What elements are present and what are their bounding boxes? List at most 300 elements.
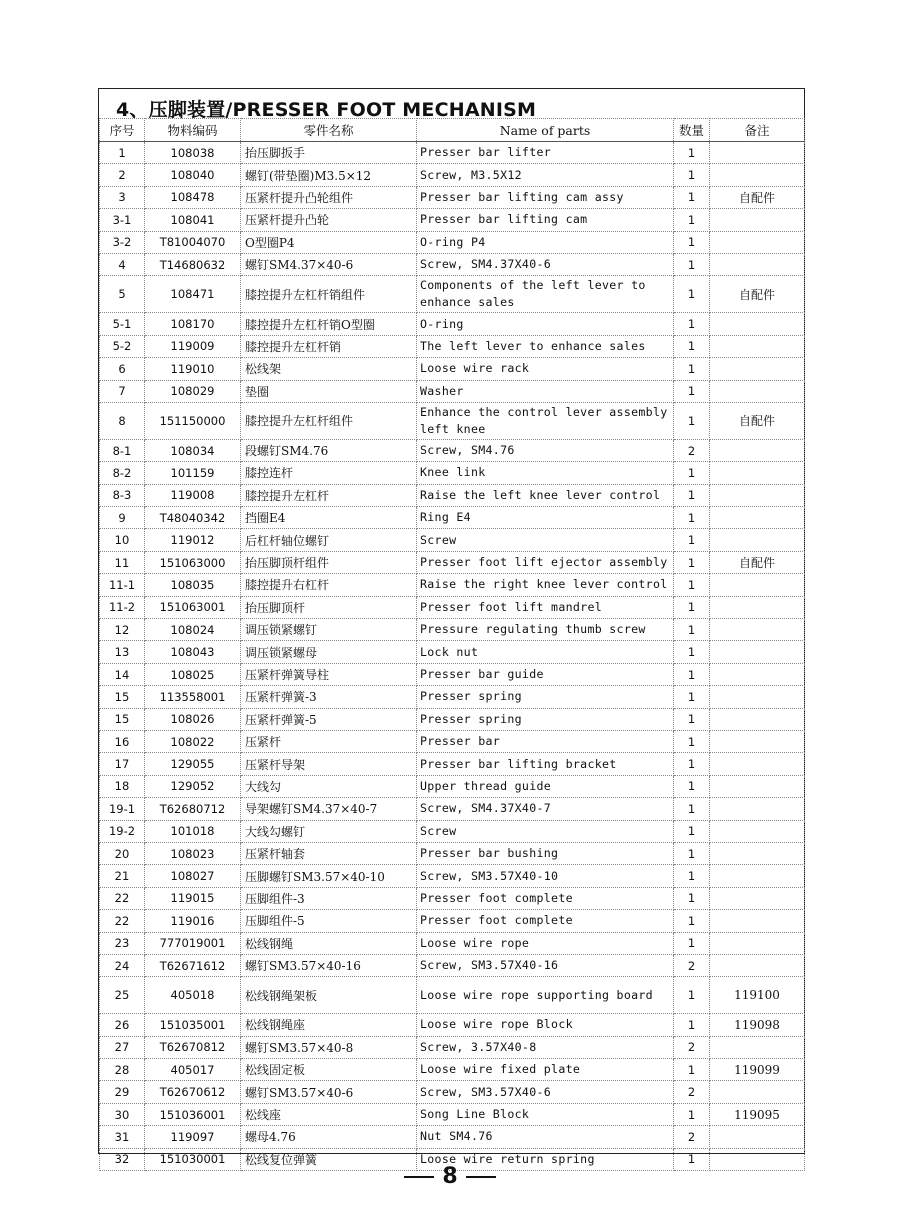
cell-name-en: Presser bar guide — [417, 663, 674, 685]
cell-no: 19-1 — [100, 798, 145, 820]
table-row — [100, 910, 805, 932]
cell-qty: 1 — [674, 462, 710, 484]
cell-code: 108025 — [145, 663, 241, 685]
cell-name-cn: 压紧杆弹簧导柱 — [241, 663, 417, 685]
cell-code: 108023 — [145, 842, 241, 864]
cell-no: 19-2 — [100, 820, 145, 842]
table-row — [100, 313, 805, 335]
header-name-cn: 零件名称 — [241, 119, 417, 142]
cell-name-cn: 大线勾螺钉 — [241, 820, 417, 842]
cell-code: 119016 — [145, 910, 241, 932]
cell-code: 108038 — [145, 142, 241, 164]
cell-name-cn: 松线钢绳架板 — [241, 977, 417, 1014]
cell-code: 108026 — [145, 708, 241, 730]
table-row — [100, 402, 805, 439]
cell-qty: 1 — [674, 798, 710, 820]
header-code: 物料编码 — [145, 119, 241, 142]
cell-no: 30 — [100, 1103, 145, 1125]
table-row — [100, 686, 805, 708]
cell-qty: 1 — [674, 380, 710, 402]
cell-no: 5-2 — [100, 335, 145, 357]
cell-code: 151063001 — [145, 596, 241, 618]
cell-name-en: Screw — [417, 820, 674, 842]
cell-code: 108471 — [145, 276, 241, 313]
cell-qty: 1 — [674, 402, 710, 439]
cell-qty: 2 — [674, 1036, 710, 1058]
table-row — [100, 231, 805, 253]
section-title: 4、压脚装置/PRESSER FOOT MECHANISM — [116, 99, 537, 121]
cell-name-en: Pressure regulating thumb screw — [417, 619, 674, 641]
table-row — [100, 484, 805, 506]
cell-code: 151063000 — [145, 551, 241, 573]
cell-name-cn: 螺母4.76 — [241, 1126, 417, 1148]
cell-no: 8-2 — [100, 462, 145, 484]
cell-name-cn: 膝控提升左杠杆组件 — [241, 402, 417, 439]
cell-note: 119100 — [710, 977, 805, 1014]
cell-note — [710, 708, 805, 730]
cell-note — [710, 798, 805, 820]
cell-code: 108022 — [145, 730, 241, 752]
cell-note — [710, 619, 805, 641]
table-row — [100, 1059, 805, 1081]
cell-name-cn: 抬压脚顶杆组件 — [241, 551, 417, 573]
cell-code: 405018 — [145, 977, 241, 1014]
cell-no: 2 — [100, 164, 145, 186]
cell-name-en: Screw, 3.57X40-8 — [417, 1036, 674, 1058]
cell-name-en: Presser foot complete — [417, 887, 674, 909]
cell-note: 119099 — [710, 1059, 805, 1081]
table-row — [100, 209, 805, 231]
table-row — [100, 619, 805, 641]
table-row — [100, 865, 805, 887]
table-row — [100, 335, 805, 357]
cell-no: 17 — [100, 753, 145, 775]
cell-name-cn: O型圈P4 — [241, 231, 417, 253]
cell-name-en: Loose wire rope supporting board — [417, 977, 674, 1014]
cell-qty: 1 — [674, 865, 710, 887]
table-row — [100, 798, 805, 820]
cell-note — [710, 663, 805, 685]
cell-code: 151035001 — [145, 1014, 241, 1036]
cell-no: 11-2 — [100, 596, 145, 618]
table-row — [100, 708, 805, 730]
cell-name-cn: 压脚组件-3 — [241, 887, 417, 909]
cell-name-cn: 膝控提升左杠杆销O型圈 — [241, 313, 417, 335]
cell-no: 26 — [100, 1014, 145, 1036]
cell-code: 101159 — [145, 462, 241, 484]
cell-no: 16 — [100, 730, 145, 752]
table-row — [100, 253, 805, 275]
cell-note — [710, 1126, 805, 1148]
table-row — [100, 507, 805, 529]
table-row — [100, 380, 805, 402]
cell-qty: 1 — [674, 1014, 710, 1036]
cell-code: 108478 — [145, 186, 241, 208]
table-row — [100, 954, 805, 976]
cell-name-cn: 调压锁紧螺母 — [241, 641, 417, 663]
cell-note — [710, 596, 805, 618]
cell-no: 3 — [100, 186, 145, 208]
cell-note — [710, 462, 805, 484]
cell-note — [710, 358, 805, 380]
cell-note — [710, 574, 805, 596]
cell-code: 151030001 — [145, 1148, 241, 1170]
cell-name-en: Enhance the control lever assembly left knee — [417, 402, 674, 439]
cell-code: 113558001 — [145, 686, 241, 708]
cell-name-en: Loose wire return spring — [417, 1148, 674, 1170]
cell-no: 20 — [100, 842, 145, 864]
cell-name-cn: 压脚组件-5 — [241, 910, 417, 932]
page-number — [0, 1164, 900, 1189]
table-row — [100, 186, 805, 208]
cell-note — [710, 231, 805, 253]
cell-no: 10 — [100, 529, 145, 551]
cell-no: 1 — [100, 142, 145, 164]
cell-name-cn: 膝控提升左杠杆销 — [241, 335, 417, 357]
table-row — [100, 142, 805, 164]
cell-name-cn: 松线座 — [241, 1103, 417, 1125]
cell-name-en: Presser bar lifting cam — [417, 209, 674, 231]
dash-right — [466, 1176, 496, 1178]
cell-name-cn: 抬压脚扳手 — [241, 142, 417, 164]
cell-note — [710, 164, 805, 186]
cell-code: 101018 — [145, 820, 241, 842]
cell-name-en: O-ring — [417, 313, 674, 335]
cell-code: T62680712 — [145, 798, 241, 820]
cell-qty: 2 — [674, 954, 710, 976]
cell-code: T62670612 — [145, 1081, 241, 1103]
cell-code: 108024 — [145, 619, 241, 641]
cell-no: 7 — [100, 380, 145, 402]
cell-code: T14680632 — [145, 253, 241, 275]
cell-qty: 1 — [674, 663, 710, 685]
cell-name-en: Presser bar lifter — [417, 142, 674, 164]
cell-qty: 1 — [674, 641, 710, 663]
cell-name-cn: 松线钢绳 — [241, 932, 417, 954]
cell-name-en: Screw, SM4.37X40-6 — [417, 253, 674, 275]
cell-name-en: Screw, M3.5X12 — [417, 164, 674, 186]
cell-note — [710, 1081, 805, 1103]
cell-code: T62671612 — [145, 954, 241, 976]
cell-code: 119015 — [145, 887, 241, 909]
cell-qty: 1 — [674, 209, 710, 231]
cell-name-en: Presser bar lifting bracket — [417, 753, 674, 775]
cell-code: 108170 — [145, 313, 241, 335]
cell-name-cn: 垫圈 — [241, 380, 417, 402]
cell-qty: 1 — [674, 1148, 710, 1170]
cell-qty: 1 — [674, 887, 710, 909]
cell-no: 18 — [100, 775, 145, 797]
table-row — [100, 276, 805, 313]
cell-qty: 1 — [674, 977, 710, 1014]
cell-note: 119098 — [710, 1014, 805, 1036]
cell-note — [710, 209, 805, 231]
cell-no: 3-2 — [100, 231, 145, 253]
header-qty: 数量 — [674, 119, 710, 142]
cell-code: 119008 — [145, 484, 241, 506]
cell-qty: 1 — [674, 932, 710, 954]
cell-no: 21 — [100, 865, 145, 887]
cell-qty: 1 — [674, 253, 710, 275]
table-row — [100, 1126, 805, 1148]
cell-name-cn: 导架螺钉SM4.37×40-7 — [241, 798, 417, 820]
cell-note — [710, 507, 805, 529]
cell-no: 28 — [100, 1059, 145, 1081]
table-row — [100, 977, 805, 1014]
table-row — [100, 462, 805, 484]
header-note: 备注 — [710, 119, 805, 142]
cell-name-cn: 膝控提升左杠杆 — [241, 484, 417, 506]
cell-name-cn: 膝控连杆 — [241, 462, 417, 484]
cell-qty: 1 — [674, 686, 710, 708]
cell-no: 6 — [100, 358, 145, 380]
cell-no: 29 — [100, 1081, 145, 1103]
cell-name-en: Loose wire rope — [417, 932, 674, 954]
table-row — [100, 641, 805, 663]
cell-name-en: Presser foot complete — [417, 910, 674, 932]
cell-name-en: Raise the left knee lever control — [417, 484, 674, 506]
cell-qty: 1 — [674, 775, 710, 797]
cell-name-cn: 膝控提升右杠杆 — [241, 574, 417, 596]
cell-qty: 1 — [674, 142, 710, 164]
cell-note: 自配件 — [710, 551, 805, 573]
cell-name-en: Presser foot lift ejector assembly — [417, 551, 674, 573]
cell-name-cn: 松线架 — [241, 358, 417, 380]
cell-code: 119010 — [145, 358, 241, 380]
cell-note — [710, 686, 805, 708]
table-row — [100, 1081, 805, 1103]
cell-qty: 1 — [674, 186, 710, 208]
cell-name-en: Screw — [417, 529, 674, 551]
cell-name-cn: 松线钢绳座 — [241, 1014, 417, 1036]
table-row — [100, 775, 805, 797]
cell-qty: 1 — [674, 753, 710, 775]
cell-note — [710, 842, 805, 864]
cell-code: 119009 — [145, 335, 241, 357]
cell-name-cn: 松线复位弹簧 — [241, 1148, 417, 1170]
table-row — [100, 439, 805, 461]
cell-code: 777019001 — [145, 932, 241, 954]
cell-no: 8-3 — [100, 484, 145, 506]
table-row — [100, 932, 805, 954]
cell-note — [710, 887, 805, 909]
cell-note: 自配件 — [710, 402, 805, 439]
cell-code: 108029 — [145, 380, 241, 402]
table-row — [100, 1014, 805, 1036]
cell-no: 9 — [100, 507, 145, 529]
cell-note — [710, 932, 805, 954]
table-row — [100, 730, 805, 752]
cell-code: 108035 — [145, 574, 241, 596]
cell-code: T62670812 — [145, 1036, 241, 1058]
cell-note — [710, 439, 805, 461]
cell-note — [710, 313, 805, 335]
cell-name-cn: 螺钉(带垫圈)M3.5×12 — [241, 164, 417, 186]
cell-name-cn: 压紧杆轴套 — [241, 842, 417, 864]
cell-qty: 1 — [674, 358, 710, 380]
cell-no: 8-1 — [100, 439, 145, 461]
cell-code: 129052 — [145, 775, 241, 797]
cell-name-en: Ring E4 — [417, 507, 674, 529]
cell-note — [710, 253, 805, 275]
cell-code: T48040342 — [145, 507, 241, 529]
cell-name-cn: 压紧杆弹簧-5 — [241, 708, 417, 730]
cell-code: 151036001 — [145, 1103, 241, 1125]
cell-name-cn: 段螺钉SM4.76 — [241, 439, 417, 461]
table-row — [100, 1103, 805, 1125]
cell-qty: 2 — [674, 1126, 710, 1148]
cell-name-en: The left lever to enhance sales — [417, 335, 674, 357]
cell-qty: 2 — [674, 439, 710, 461]
table-row — [100, 753, 805, 775]
cell-qty: 1 — [674, 484, 710, 506]
cell-no: 22 — [100, 910, 145, 932]
cell-qty: 1 — [674, 1059, 710, 1081]
cell-name-en: Upper thread guide — [417, 775, 674, 797]
cell-code: 151150000 — [145, 402, 241, 439]
cell-qty: 1 — [674, 507, 710, 529]
cell-qty: 1 — [674, 842, 710, 864]
cell-note — [710, 641, 805, 663]
cell-code: 108041 — [145, 209, 241, 231]
cell-code: 108034 — [145, 439, 241, 461]
header-no: 序号 — [100, 119, 145, 142]
cell-no: 4 — [100, 253, 145, 275]
cell-no: 3-1 — [100, 209, 145, 231]
cell-note — [710, 380, 805, 402]
cell-no: 32 — [100, 1148, 145, 1170]
cell-no: 31 — [100, 1126, 145, 1148]
table-row — [100, 164, 805, 186]
table-row — [100, 1036, 805, 1058]
cell-name-en: Screw, SM4.76 — [417, 439, 674, 461]
cell-name-cn: 压紧杆弹簧-3 — [241, 686, 417, 708]
cell-no: 5 — [100, 276, 145, 313]
cell-name-cn: 压紧杆提升凸轮 — [241, 209, 417, 231]
cell-name-en: Nut SM4.76 — [417, 1126, 674, 1148]
cell-qty: 1 — [674, 164, 710, 186]
cell-note — [710, 775, 805, 797]
cell-note — [710, 484, 805, 506]
cell-name-cn: 螺钉SM3.57×40-6 — [241, 1081, 417, 1103]
cell-note — [710, 820, 805, 842]
cell-code: 108043 — [145, 641, 241, 663]
table-body — [100, 142, 805, 1171]
cell-name-en: Loose wire rope Block — [417, 1014, 674, 1036]
cell-note: 自配件 — [710, 276, 805, 313]
cell-note — [710, 335, 805, 357]
cell-qty: 2 — [674, 1081, 710, 1103]
cell-name-en: Screw, SM4.37X40-7 — [417, 798, 674, 820]
cell-name-cn: 螺钉SM4.37×40-6 — [241, 253, 417, 275]
cell-name-en: Lock nut — [417, 641, 674, 663]
cell-no: 23 — [100, 932, 145, 954]
page-number-value: 8 — [442, 1164, 458, 1189]
table-header-row — [100, 119, 805, 142]
cell-note — [710, 730, 805, 752]
cell-name-cn: 松线固定板 — [241, 1059, 417, 1081]
cell-name-cn: 压紧杆提升凸轮组件 — [241, 186, 417, 208]
cell-name-en: Presser spring — [417, 686, 674, 708]
cell-no: 22 — [100, 887, 145, 909]
cell-name-cn: 挡圈E4 — [241, 507, 417, 529]
cell-name-en: Presser bar bushing — [417, 842, 674, 864]
cell-code: 108040 — [145, 164, 241, 186]
cell-name-en: Knee link — [417, 462, 674, 484]
cell-name-en: Raise the right knee lever control — [417, 574, 674, 596]
table-row — [100, 887, 805, 909]
table-row — [100, 574, 805, 596]
cell-qty: 1 — [674, 574, 710, 596]
table-row — [100, 663, 805, 685]
cell-qty: 1 — [674, 335, 710, 357]
cell-qty: 1 — [674, 1103, 710, 1125]
cell-qty: 1 — [674, 313, 710, 335]
cell-name-en: Presser bar lifting cam assy — [417, 186, 674, 208]
cell-note — [710, 529, 805, 551]
table-row — [100, 551, 805, 573]
cell-no: 11 — [100, 551, 145, 573]
cell-qty: 1 — [674, 619, 710, 641]
cell-name-cn: 膝控提升左杠杆销组件 — [241, 276, 417, 313]
cell-name-en: Washer — [417, 380, 674, 402]
cell-qty: 1 — [674, 820, 710, 842]
cell-name-en: Screw, SM3.57X40-10 — [417, 865, 674, 887]
cell-name-en: Components of the left lever to enhance sales — [417, 276, 674, 313]
cell-no: 15 — [100, 708, 145, 730]
cell-name-cn: 抬压脚顶杆 — [241, 596, 417, 618]
cell-name-en: Presser foot lift mandrel — [417, 596, 674, 618]
cell-note — [710, 142, 805, 164]
cell-name-en: Screw, SM3.57X40-16 — [417, 954, 674, 976]
cell-note: 自配件 — [710, 186, 805, 208]
cell-name-en: Presser spring — [417, 708, 674, 730]
cell-name-en: Presser bar — [417, 730, 674, 752]
table-row — [100, 820, 805, 842]
cell-no: 27 — [100, 1036, 145, 1058]
cell-name-cn: 压脚螺钉SM3.57×40-10 — [241, 865, 417, 887]
table-row — [100, 596, 805, 618]
cell-qty: 1 — [674, 276, 710, 313]
cell-no: 25 — [100, 977, 145, 1014]
cell-code: 405017 — [145, 1059, 241, 1081]
cell-no: 14 — [100, 663, 145, 685]
cell-note — [710, 865, 805, 887]
table-row — [100, 358, 805, 380]
cell-code: 119012 — [145, 529, 241, 551]
table-row — [100, 529, 805, 551]
cell-name-cn: 大线勾 — [241, 775, 417, 797]
cell-name-cn: 压紧杆导架 — [241, 753, 417, 775]
cell-qty: 1 — [674, 231, 710, 253]
cell-no: 11-1 — [100, 574, 145, 596]
cell-name-en: Loose wire fixed plate — [417, 1059, 674, 1081]
cell-name-en: Song Line Block — [417, 1103, 674, 1125]
cell-note — [710, 1036, 805, 1058]
cell-qty: 1 — [674, 596, 710, 618]
cell-qty: 1 — [674, 529, 710, 551]
cell-name-cn: 螺钉SM3.57×40-8 — [241, 1036, 417, 1058]
cell-note — [710, 954, 805, 976]
cell-note — [710, 753, 805, 775]
dash-left — [404, 1176, 434, 1178]
cell-name-en: O-ring P4 — [417, 231, 674, 253]
cell-note — [710, 910, 805, 932]
cell-name-cn: 调压锁紧螺钉 — [241, 619, 417, 641]
cell-qty: 1 — [674, 551, 710, 573]
table-row — [100, 842, 805, 864]
cell-code: 129055 — [145, 753, 241, 775]
